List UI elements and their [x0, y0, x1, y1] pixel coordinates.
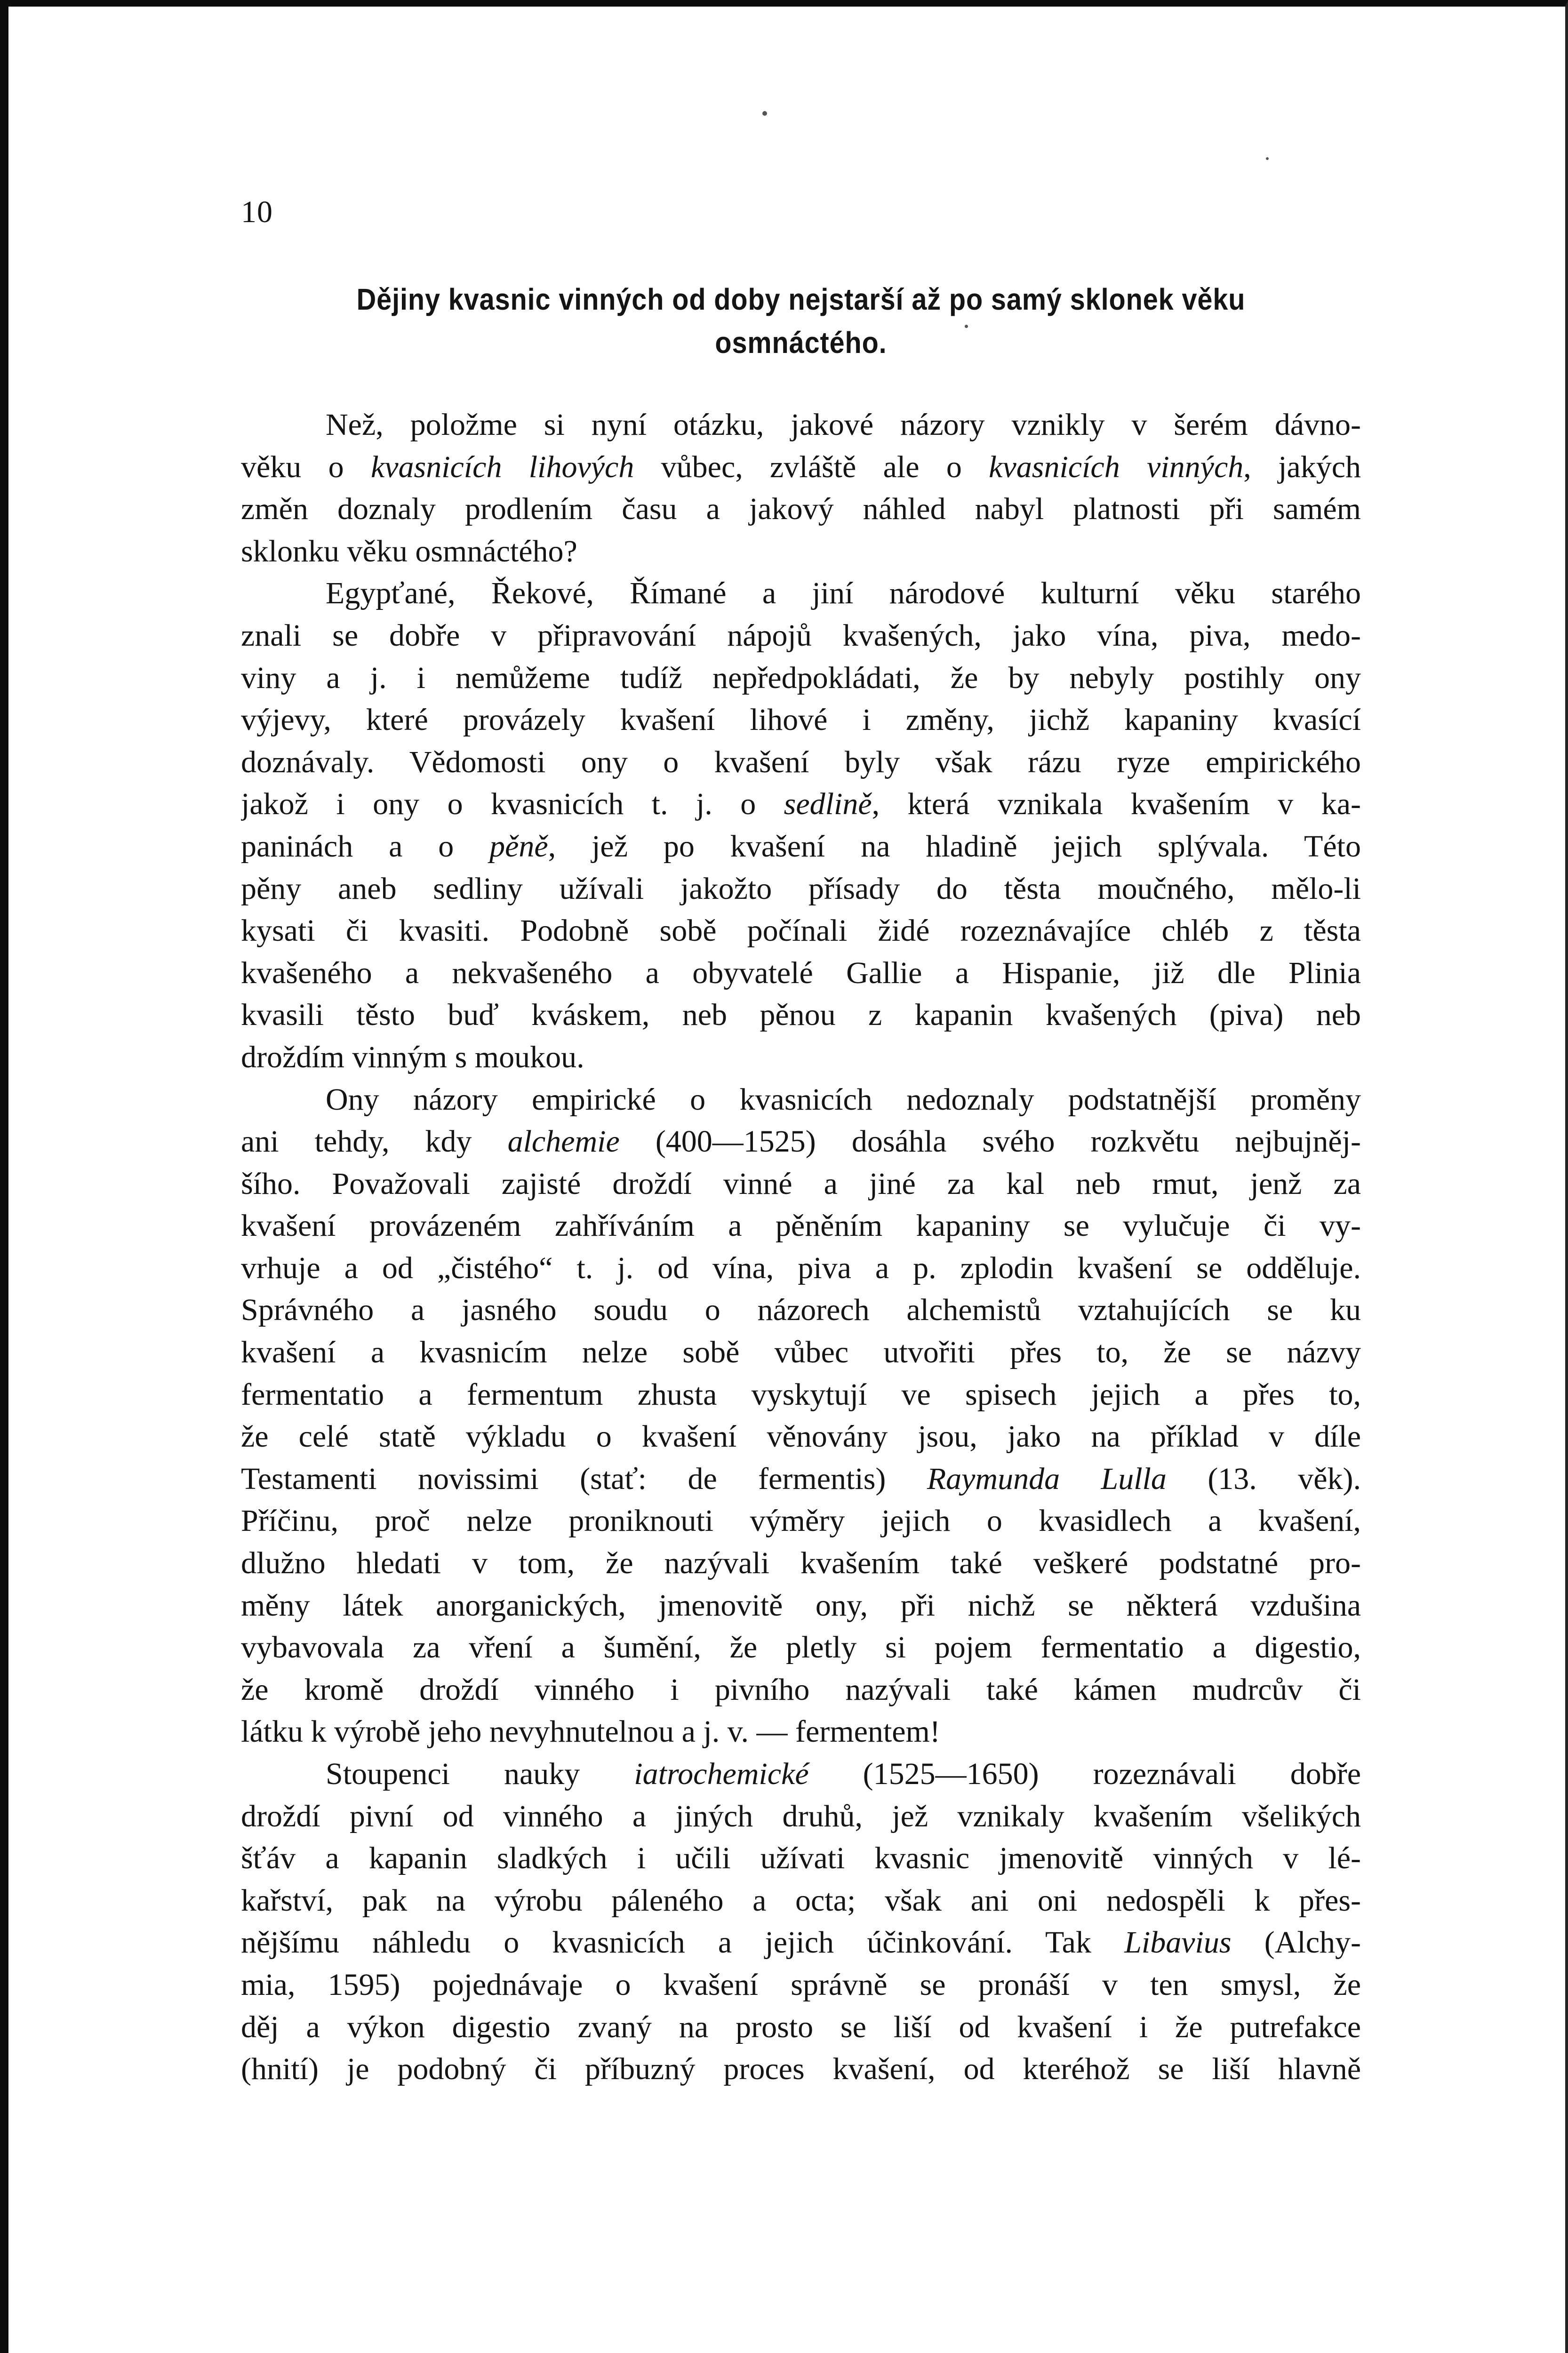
text-run: droždím vinným s moukou. [241, 1040, 584, 1074]
text-run: , která vznikala kvašením v ka- [872, 787, 1361, 822]
scan-speck [1266, 157, 1269, 160]
text-line [241, 1289, 1361, 1331]
text-run: změn doznaly prodlením času a jakový náhled nabyl platnosti při samém [241, 492, 1361, 527]
text-run: droždí pivní od vinného a jiných druhů, jež vznikaly kvašením všelikých [241, 1799, 1361, 1833]
text-line [241, 1205, 1361, 1247]
text-run: , jakých [1243, 449, 1361, 484]
text-line [241, 615, 1361, 657]
text-run: kvašeného a nekvašeného a obyvatelé Gallie a Hispanie, již dle Plinia [241, 955, 1361, 990]
text-run: paninách a o [241, 829, 490, 864]
text-line [241, 1120, 1361, 1163]
text-run: dlužno hledati v tom, že nazývali kvašením také veškeré podstatné pro- [241, 1546, 1361, 1581]
text-run: Stoupenci nauky [326, 1757, 634, 1791]
text-run: Ony názory empirické o kvasnicích nedoznaly podstatnější proměny [326, 1082, 1361, 1117]
paragraph [241, 572, 1361, 1078]
text-run: (Alchy- [1231, 1925, 1361, 1960]
italic-term: alchemie [507, 1124, 620, 1159]
text-line [241, 1036, 1361, 1079]
scan-speck [762, 111, 767, 116]
text-run: Egypťané, Řekové, Římané a jiní národové kulturní věku starého [326, 576, 1361, 611]
text-run: doznávaly. Vědomosti ony o kvašení byly však rázu ryze empirického [241, 744, 1361, 779]
text-line [241, 1626, 1361, 1669]
text-run: kařství, pak na výrobu páleného a octa; však ani oni nedospěli k přes- [241, 1883, 1361, 1918]
text-line [241, 868, 1361, 910]
text-line [241, 657, 1361, 699]
text-line [241, 952, 1361, 994]
text-run: fermentatio a fermentum zhusta vyskytují ve spisech jejich a přes to, [241, 1377, 1361, 1412]
text-line [241, 825, 1361, 868]
text-run: (hnití) je podobný či příbuzný proces kvašení, od kteréhož se liší hlavně [241, 2052, 1361, 2087]
text-line [241, 2006, 1361, 2049]
text-line [241, 446, 1361, 488]
text-run: měny látek anorganických, jmenovitě ony, při nichž se některá vzdušina [241, 1588, 1361, 1623]
text-run: že kromě droždí vinného i pivního nazývali také kámen mudrcův či [241, 1672, 1361, 1707]
text-run: nějšímu náhledu o kvasnicích a jejich účinkování. Tak [241, 1925, 1125, 1960]
page-number: 10 [241, 195, 273, 229]
text-run: kvasili těsto buď kváskem, neb pěnou z kapanin kvašených (piva) neb [241, 998, 1361, 1032]
text-run: ani tehdy, kdy [241, 1124, 508, 1159]
paragraph [241, 1079, 1361, 1753]
italic-term: Libavius [1124, 1925, 1232, 1960]
text-line [241, 1585, 1361, 1627]
text-line [241, 1753, 1361, 1795]
text-run: Testamenti novissimi (stať: de fermentis) [241, 1461, 927, 1496]
text-run: jakož i ony o kvasnicích t. j. o [241, 787, 784, 822]
text-line [241, 488, 1361, 530]
paragraph [241, 404, 1361, 572]
italic-term: kvasnicích lihových [370, 449, 634, 484]
text-line [241, 1880, 1361, 1922]
text-line [241, 404, 1361, 446]
text-run: znali se dobře v připravování nápojů kvašených, jako vína, piva, medo- [241, 618, 1361, 653]
text-run: (400—1525) dosáhla svého rozkvětu nejbujněj- [619, 1124, 1361, 1159]
text-line [241, 1079, 1361, 1121]
text-line [241, 1542, 1361, 1585]
text-run: šího. Považovali zajisté droždí vinné a jiné za kal neb rmut, jenž za [241, 1166, 1361, 1201]
text-line [241, 741, 1361, 784]
text-line [241, 994, 1361, 1036]
paragraph [241, 1753, 1361, 2090]
text-run: (13. věk). [1166, 1461, 1361, 1496]
text-line [241, 910, 1361, 952]
text-run: Příčinu, proč nelze proniknouti výměry jejich o kvasidlech a kvašení, [241, 1504, 1361, 1538]
text-run: že celé statě výkladu o kvašení věnovány jsou, jako na příklad v díle [241, 1419, 1361, 1454]
text-run: kvašení a kvasnicím nelze sobě vůbec utvořiti přes to, že se názvy [241, 1335, 1361, 1370]
text-line [241, 1416, 1361, 1458]
text-line [241, 783, 1361, 825]
text-run: kvašení provázeném zahříváním a pěněním kapaniny se vylučuje či vy- [241, 1209, 1361, 1243]
italic-term: iatrochemické [634, 1757, 809, 1791]
text-line [241, 1669, 1361, 1711]
text-line [241, 1837, 1361, 1880]
italic-term: Raymunda Lulla [927, 1461, 1167, 1496]
text-run: kysati či kvasiti. Podobně sobě počínali židé rozeznávajíce chléb z těsta [241, 913, 1361, 948]
chapter-heading-line: Dějiny kvasnic vinných od doby nejstarší až po samý sklonek věku [356, 282, 1246, 316]
text-line [241, 1711, 1361, 1753]
text-run: Než, položme si nyní otázku, jakové názory vznikly v šerém dávno- [326, 408, 1361, 442]
text-line [241, 1163, 1361, 1205]
text-line [241, 699, 1361, 741]
text-run: vůbec, zvláště ale o [634, 449, 989, 484]
text-run: vrhuje a od „čistého“ t. j. od vína, piva a p. zplodin kvašení se odděluje. [241, 1250, 1361, 1285]
body-text [241, 404, 1361, 2090]
text-run: látku k výrobě jeho nevyhnutelnou a j. v. — fermentem! [241, 1714, 940, 1749]
text-line [241, 1500, 1361, 1542]
text-line [241, 1458, 1361, 1500]
text-run: výjevy, které provázely kvašení lihové i změny, jichž kapaniny kvasící [241, 703, 1361, 737]
text-run: sklonku věku osmnáctého? [241, 534, 577, 568]
italic-term: sedlině [784, 787, 872, 822]
text-run: , jež po kvašení na hladině jejich splývala. Této [548, 829, 1361, 864]
text-run: věku o [241, 449, 371, 484]
text-line [241, 1921, 1361, 1964]
text-line [241, 1964, 1361, 2006]
text-run: děj a výkon digestio zvaný na prosto se liší od kvašení i že putrefakce [241, 2009, 1361, 2044]
text-line [241, 1247, 1361, 1289]
text-line [241, 530, 1361, 573]
italic-term: pěně [489, 829, 548, 864]
text-run: Správného a jasného soudu o názorech alchemistů vztahujících se ku [241, 1293, 1361, 1328]
text-line [241, 1331, 1361, 1374]
text-run: šťáv a kapanin sladkých i učili užívati kvasnic jmenovitě vinných v lé- [241, 1841, 1361, 1876]
text-line [241, 572, 1361, 615]
chapter-heading-line: osmnáctého. [715, 326, 887, 360]
text-line [241, 2048, 1361, 2090]
text-run: pěny aneb sedliny užívali jakožto přísady do těsta moučného, mělo-li [241, 871, 1361, 906]
text-run: (1525—1650) rozeznávali dobře [808, 1757, 1361, 1791]
italic-term: kvasnicích vinných [989, 449, 1244, 484]
text-run: viny a j. i nemůžeme tudíž nepředpokládati, že by nebyly postihly ony [241, 660, 1361, 695]
text-line [241, 1374, 1361, 1416]
text-line [241, 1795, 1361, 1838]
text-run: mia, 1595) pojednávaje o kvašení správně se pronáší v ten smysl, že [241, 1967, 1361, 2002]
text-run: vybavovala za vření a šumění, že pletly si pojem fermentatio a digestio, [241, 1630, 1361, 1665]
chapter-heading [297, 278, 1305, 364]
